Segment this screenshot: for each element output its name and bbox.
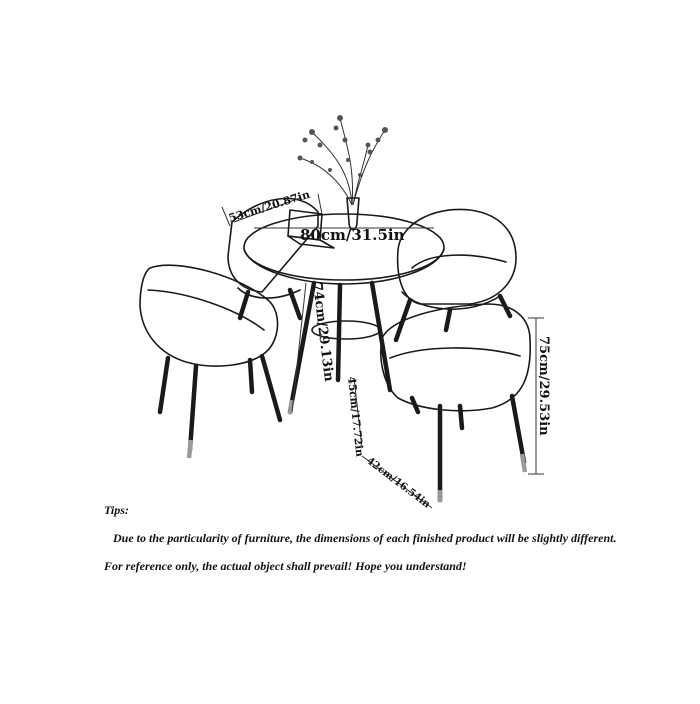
chair-height-label: 75cm/29.53in bbox=[536, 336, 551, 436]
table-height-label: 74cm/29.13in bbox=[309, 281, 337, 383]
round-table bbox=[244, 214, 444, 414]
chair-front-right bbox=[381, 304, 530, 502]
seat-depth-label: 42cm/16.54in bbox=[364, 455, 433, 511]
chair-back-right bbox=[396, 209, 516, 340]
chair-front-left bbox=[140, 265, 280, 458]
seat-height-label: 45cm/17.72in bbox=[345, 376, 366, 458]
chair-width-label: 53cm/20.87in bbox=[227, 187, 312, 225]
tips-line-reference: For reference only, the actual object shall prevail! Hope you understand! bbox=[104, 559, 467, 573]
tips-line-particularity: Due to the particularity of furniture, the dimensions of each finished product will be slightly different. bbox=[113, 531, 617, 545]
table-diameter-label: 80cm/31.5in bbox=[300, 226, 405, 244]
tips-heading: Tips: bbox=[104, 503, 129, 517]
